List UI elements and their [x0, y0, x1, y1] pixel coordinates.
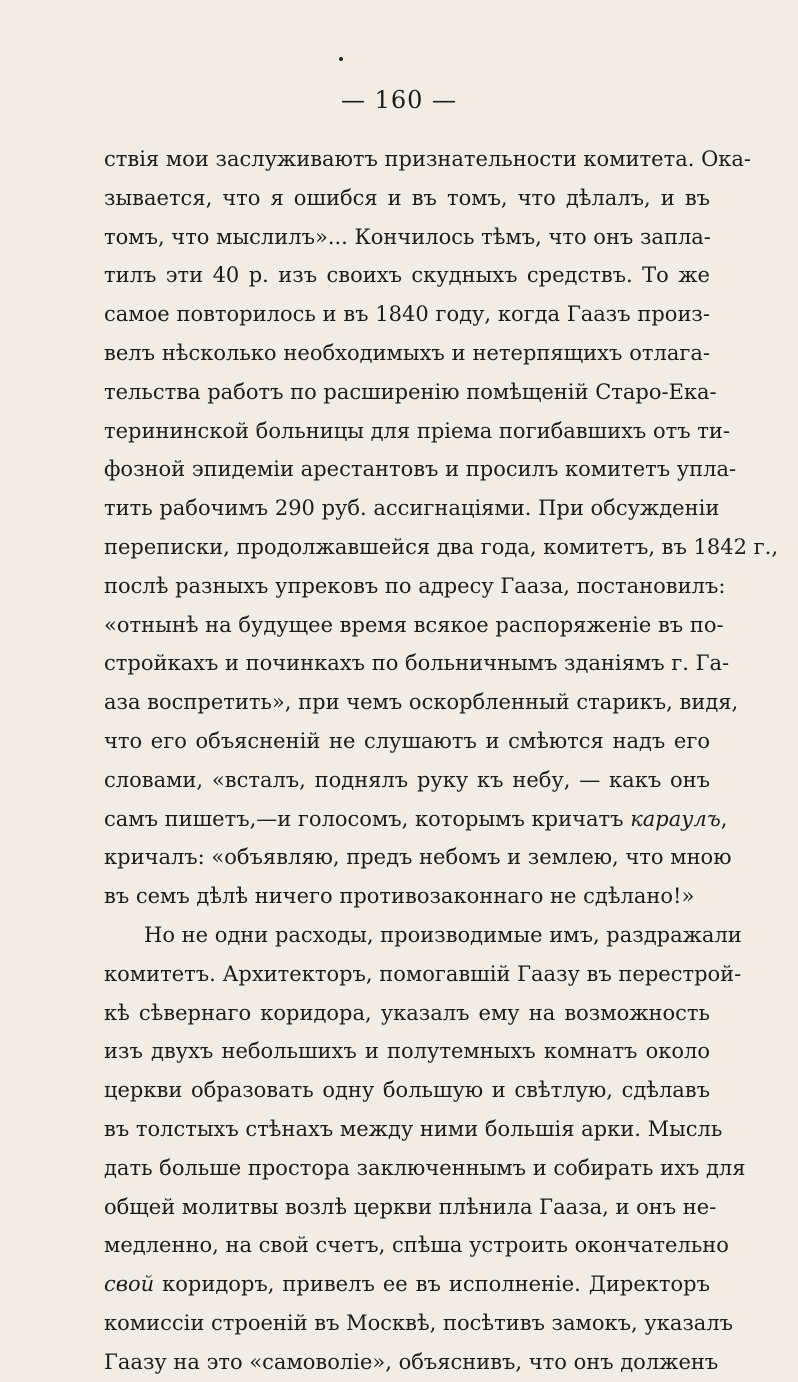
page-number: — 160 —: [340, 86, 458, 114]
print-speck: [339, 57, 343, 61]
body-text: [104, 140, 779, 1382]
text-line: [104, 800, 728, 839]
text-line: самое повторилось и въ 1840 году, когда Гаазъ произ-: [104, 302, 710, 327]
text-line: тилъ эти 40 р. изъ своихъ скудныхъ средствъ. То же: [104, 263, 710, 288]
text-segment: ,: [720, 806, 728, 831]
text-segment: самъ пишетъ,—и голосомъ, которымъ кричатъ: [104, 806, 631, 831]
text-line: медленно, на свой счетъ, спѣша устроить окончательно: [104, 1233, 729, 1258]
text-line: стройкахъ и починкахъ по больничнымъ зданіямъ г. Га-: [104, 651, 730, 676]
text-line: аза воспретить», при чемъ оскорбленный старикъ, видя,: [104, 690, 739, 715]
paragraph-first-line: Но не одни расходы, производимые имъ, раздражали: [144, 922, 742, 947]
text-line: кричалъ: «объявляю, предъ небомъ и землею, что мною: [104, 845, 732, 870]
text-line: переписки, продолжавшейся два года, комитетъ, въ 1842 г.,: [104, 534, 779, 559]
text-line: велъ нѣсколько необходимыхъ и нетерпящихъ отлага-: [104, 340, 710, 365]
text-line: общей молитвы возлѣ церкви плѣнила Гааза, и онъ не-: [104, 1194, 717, 1219]
text-line: послѣ разныхъ упрековъ по адресу Гааза, постановилъ:: [104, 573, 726, 598]
text-line: томъ, что мыслилъ»... Кончилось тѣмъ, что онъ запла-: [104, 224, 711, 249]
text-line: комитетъ. Архитекторъ, помогавшій Гаазу въ перестрой-: [104, 961, 742, 986]
text-segment: коридоръ, привелъ ее въ исполненіе. Директоръ: [154, 1272, 710, 1297]
text-line: что его объясненій не слушаютъ и смѣются надъ его: [104, 728, 710, 753]
italic-word: караулъ: [630, 806, 721, 831]
text-line: церкви образовать одну большую и свѣтлую, сдѣлавъ: [104, 1078, 710, 1103]
text-line: ствія мои заслуживаютъ признательности комитета. Ока-: [104, 147, 752, 171]
text-line: тельства работъ по расширенію помѣщеній Старо-Ека-: [104, 379, 717, 404]
text-line: словами, «всталъ, поднялъ руку къ небу, — какъ онъ: [104, 767, 710, 792]
text-line: въ семъ дѣлѣ ничего противозаконнаго не сдѣлано!»: [104, 884, 695, 909]
text-line: кѣ сѣвернаго коридора, указалъ ему на возможность: [104, 1000, 710, 1025]
text-line: тить рабочимъ 290 руб. ассигнаціями. При обсужденіи: [104, 496, 720, 521]
text-line: [104, 1265, 710, 1304]
text-line: «отнынѣ на будущее время всякое распоряженіе въ по-: [104, 612, 724, 637]
text-line: терининской больницы для пріема погибавшихъ отъ ти-: [104, 418, 730, 443]
text-line: изъ двухъ небольшихъ и полутемныхъ комнатъ около: [104, 1039, 710, 1064]
text-line: Гаазу на это «самоволіе», объяснивъ, что онъ долженъ: [104, 1349, 719, 1374]
italic-word: свой: [104, 1272, 155, 1297]
text-line: комиссіи строеній въ Москвѣ, посѣтивъ замокъ, указалъ: [104, 1310, 734, 1335]
text-line: въ толстыхъ стѣнахъ между ними большія арки. Мысль: [104, 1116, 723, 1141]
text-line: дать больше простора заключеннымъ и собирать ихъ для: [104, 1155, 746, 1180]
text-line: зывается, что я ошибся и въ томъ, что дѣлалъ, и въ: [104, 185, 710, 210]
text-line: фозной эпидеміи арестантовъ и просилъ комитетъ упла-: [104, 457, 737, 482]
